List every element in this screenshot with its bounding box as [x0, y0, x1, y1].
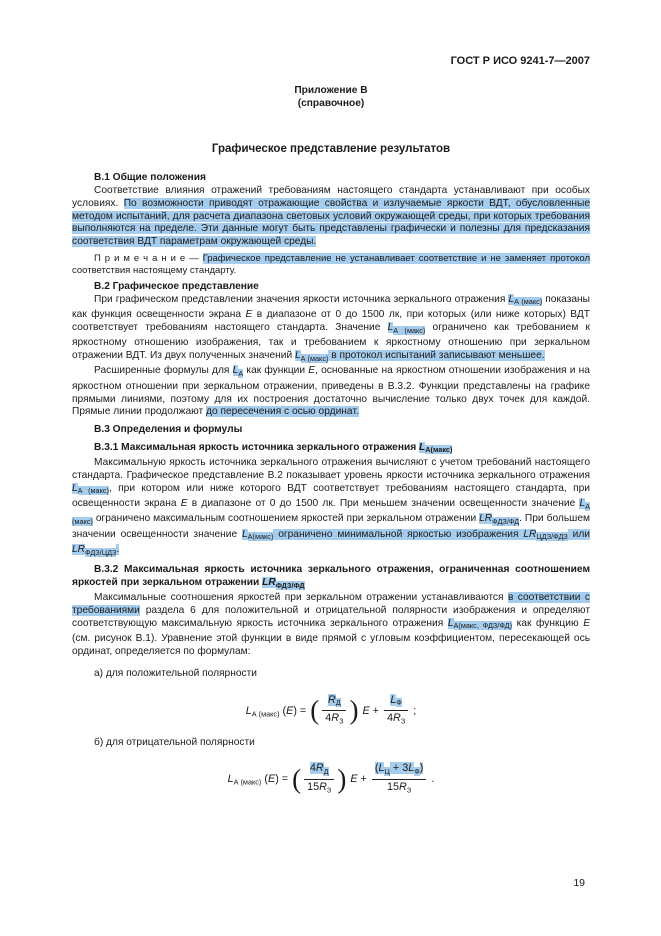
formula-negative-polarity: $L_{А (макс)}$ (E) = ( $\frac{4R_Д}{15R_З}$ ) E + $\frac{(L_Ц + 3L_Ф)}{15R_З}$ .: [227, 762, 435, 795]
note-b1: П р и м е ч а н и е — Графическое представление не устанавливает соответствие и не заменяет протокол соответствия настоящему стандарту.: [72, 252, 590, 276]
heading-b3: В.3 Определения и формулы: [94, 424, 243, 436]
doc-number: ГОСТ Р ИСО 9241-7—2007: [450, 55, 590, 67]
heading-b31: В.3.1 Максимальная яркость источника зеркального отражения $L_{А(макс)}$: [94, 441, 453, 455]
document-title: Графическое представление результатов: [211, 143, 451, 156]
formula-label-a: а) для положительной полярности: [94, 667, 257, 679]
big-parenthesis: ): [337, 763, 347, 794]
document-content: [72, 55, 590, 805]
fraction: $\frac{4R_Д}{15R_З}$: [304, 762, 334, 796]
fraction: $\frac{L_Ф}{4R_З}$: [384, 694, 408, 728]
heading-b1: В.1 Общие положения: [94, 172, 206, 184]
document-body: [72, 172, 590, 796]
formula-positive-polarity: $L_{А (макс)}$ (E) = ( $\frac{R_Д}{4R_З}$ ) E + $\frac{L_Ф}{4R_З}$ ;: [245, 693, 417, 726]
annex-subtitle: (справочное): [297, 97, 365, 109]
para-b32: Максимальные соотношения яркостей при зеркальном отражении устанавливаются в соответствии с требованиями раздела 6 для положительной и отрицательной полярности изображения и определяют соответствующую максимальную яркость источника зеркального отражения $L_{А(макс, ФДЗ/ФД)}$ как функцию E (см. рисунок В.1). Уравнение этой функции в виде прямой с угловым коэффициентом, пересекающей ось ординат, определяется по формулам:: [72, 592, 590, 658]
para-b1: Соответствие влияния отражений требованиям настоящего стандарта устанавливают при особых условиях. По возможности приводят отражающие свойства и излучаемые яркости ВДТ, обусловленные методом испытаний, для расчета диапазона световых условий окружающей среды, при которых требования выполняются на пределе. Эти данные могут быть представлены графически и полезны для предсказания соответствия ВДТ параметрам окружающей среды.: [72, 184, 591, 248]
fraction: $\frac{(L_Ц + 3L_Ф)}{15R_З}$: [372, 762, 427, 796]
fraction: $\frac{R_Д}{4R_З}$: [322, 694, 346, 728]
big-parenthesis: (: [310, 695, 320, 726]
para-b2-1: При графическом представлении значения яркости источника зеркального отражения $L_{А (макс)}$ показаны как функция освещенности экрана E в диапазоне от 0 до 1500 лк, при которых (или ниже которых) ВДТ соответствует требованиям настоящего стандарта. Значение $L_{А (макс)}$ ограничено как требованием к яркостному отношению изображения, так и требованием к яркостному отношению при зеркальном отражении ВДТ. Из двух полученных значений $L_{А (макс)}$ в протокол испытаний записывают меньшее.: [72, 293, 591, 363]
heading-b2: В.2 Графическое представление: [94, 281, 259, 293]
big-parenthesis: ): [349, 695, 359, 726]
para-b2-2: Расширенные формулы для $L_А$ как функции E, основанные на яркостном отношении изображения и на яркостном отношении при зеркальном отражении, приведены в В.3.2. Функции представлены на графике прямыми линиями, поэтому для их построения достаточно вычисление только двух точек для каждой. Прямые линии продолжают до пересечения с осью ординат.: [72, 365, 590, 418]
annex-title: Приложение В: [294, 84, 368, 96]
heading-b32: В.3.2 Максимальная яркость источника зеркального отражения, ограниченная соотношением яркостей при зеркальном отражении $LR_{ФДЗ/ФД}$: [72, 564, 590, 590]
para-b31: Максимальную яркость источника зеркального отражения вычисляют с учетом требований настоящего стандарта. Графическое представление В.2 показывает уровень яркости источника зеркального отражения $L_{А (макс)}$, при котором или ниже которого ВДТ соответствует требованиям настоящего стандарта, при освещенности экрана E в диапазоне от 0 до 1500 лк. При меньшем значении освещенности значение $L_{А (макс)}$ ограничено максимальным соотношением яркостей при зеркальном отражении $LR_{ФДЗ/ФД}$. При большем значении освещенности значение $L_{А(макс)}$ ограничено минимальной яркостью изображения $LR_{ЦДЗ/ФДЗ}$ или $LR_{ФДЗ/ЦДЗ}$.: [72, 457, 590, 557]
big-parenthesis: (: [292, 763, 302, 794]
formula-label-b: б) для отрицательной полярности: [94, 736, 255, 748]
page-number: 19: [573, 877, 585, 890]
